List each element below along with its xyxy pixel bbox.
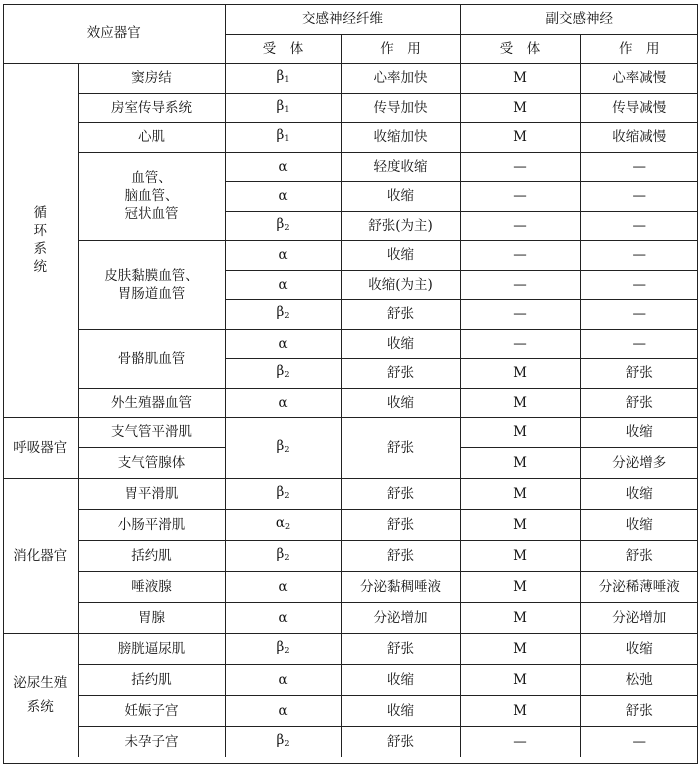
para-effect-cell: 分泌增多 — [580, 447, 698, 478]
header-parasympathetic: 副交感神经 — [460, 4, 698, 34]
para-receptor-cell: M — [460, 447, 580, 478]
para-receptor-cell: M — [460, 633, 580, 664]
table-row — [3, 726, 698, 757]
table-row — [3, 122, 698, 152]
para-receptor-cell: — — [460, 329, 580, 358]
table-row — [3, 571, 698, 602]
receptor-cell: $\beta_2$ — [225, 211, 341, 240]
para-effect-cell: 松弛 — [580, 664, 698, 695]
receptor-cell: $\beta_2$ — [225, 726, 341, 757]
receptor-cell: α — [225, 388, 341, 417]
organ-sphincter-gi: 括约肌 — [78, 540, 225, 571]
organ-vessels-skeletal: 骨骼肌血管 — [78, 329, 225, 388]
para-effect-cell: 舒张 — [580, 388, 698, 417]
effect-cell: 分泌黏稠唾液 — [341, 571, 460, 602]
para-receptor-cell: M — [460, 540, 580, 571]
para-receptor-cell: — — [460, 240, 580, 270]
organ-salivary-gland: 唾液腺 — [78, 571, 225, 602]
organ-vessels-coronary: 血管、 脑血管、 冠状血管 — [78, 152, 225, 240]
organ-myocardium: 心肌 — [78, 122, 225, 152]
receptor-cell: $\beta_1$ — [225, 122, 341, 152]
header-effector: 效应器官 — [3, 4, 225, 63]
system-digestive: 消化器官 — [3, 478, 78, 633]
para-receptor-cell: M — [460, 478, 580, 509]
receptor-cell: $\beta_1$ — [225, 93, 341, 122]
para-effect-cell: — — [580, 181, 698, 211]
para-receptor-cell: M — [460, 571, 580, 602]
receptor-cell: $\alpha_2$ — [225, 509, 341, 540]
para-receptor-cell: — — [460, 211, 580, 240]
para-effect-cell: 分泌稀薄唾液 — [580, 571, 698, 602]
para-receptor-cell: M — [460, 695, 580, 726]
effect-cell: 收缩 — [341, 664, 460, 695]
effect-cell: 心率加快 — [341, 63, 460, 93]
table-row — [3, 509, 698, 540]
para-effect-cell: — — [580, 299, 698, 329]
para-effect-cell: — — [580, 240, 698, 270]
para-receptor-cell: — — [460, 152, 580, 181]
receptor-cell: α — [225, 181, 341, 211]
para-effect-cell: 心率减慢 — [580, 63, 698, 93]
effect-cell: 舒张 — [341, 299, 460, 329]
receptor-cell: $\beta_2$ — [225, 299, 341, 329]
receptor-cell: $\beta_2$ — [225, 633, 341, 664]
effect-cell: 舒张 — [341, 478, 460, 509]
organ-detrusor: 膀胱逼尿肌 — [78, 633, 225, 664]
header-para-effect: 作 用 — [580, 34, 698, 63]
system-urogenital: 泌尿生殖 系统 — [3, 633, 78, 757]
para-effect-cell: 舒张 — [580, 358, 698, 388]
para-effect-cell: 舒张 — [580, 695, 698, 726]
table-row — [3, 695, 698, 726]
organ-bronchial-gland: 支气管腺体 — [78, 447, 225, 478]
para-receptor-cell: M — [460, 388, 580, 417]
table-row — [3, 93, 698, 122]
para-effect-cell: 收缩减慢 — [580, 122, 698, 152]
para-effect-cell: — — [580, 329, 698, 358]
effect-cell: 轻度收缩 — [341, 152, 460, 181]
table-row — [3, 240, 698, 270]
effect-cell: 收缩(为主) — [341, 270, 460, 299]
receptor-cell: $\beta_2$ — [225, 478, 341, 509]
para-receptor-cell: M — [460, 93, 580, 122]
receptor-cell: α — [225, 664, 341, 695]
organ-vessels-skin-gi: 皮肤黏膜血管、 胃肠道血管 — [78, 240, 225, 329]
para-receptor-cell: M — [460, 417, 580, 447]
para-receptor-cell: — — [460, 270, 580, 299]
organ-pregnant-uterus: 妊娠子宫 — [78, 695, 225, 726]
table-row — [3, 329, 698, 358]
receptor-cell: α — [225, 602, 341, 633]
table-row — [3, 540, 698, 571]
organ-nonpregnant-uterus: 未孕子宫 — [78, 726, 225, 757]
table-row — [3, 633, 698, 664]
effect-cell: 舒张 — [341, 358, 460, 388]
receptor-cell: α — [225, 240, 341, 270]
effect-cell: 舒张 — [341, 540, 460, 571]
effect-cell: 收缩 — [341, 695, 460, 726]
effect-cell: 收缩 — [341, 181, 460, 211]
para-receptor-cell: M — [460, 122, 580, 152]
para-effect-cell: 舒张 — [580, 540, 698, 571]
receptor-cell: $\beta_1$ — [225, 63, 341, 93]
organ-intestinal-smooth: 小肠平滑肌 — [78, 509, 225, 540]
effect-cell: 收缩加快 — [341, 122, 460, 152]
receptor-cell: α — [225, 152, 341, 181]
para-effect-cell: — — [632, 733, 646, 750]
effect-cell: 传导加快 — [341, 93, 460, 122]
para-effect-cell: — — [580, 211, 698, 240]
table-row — [3, 664, 698, 695]
para-receptor-cell: — — [460, 726, 580, 757]
table-row — [3, 417, 698, 447]
para-effect-cell: 传导减慢 — [580, 93, 698, 122]
effect-cell: 分泌增加 — [341, 602, 460, 633]
organ-sa-node: 窦房结 — [78, 63, 225, 93]
para-receptor-cell: — — [460, 181, 580, 211]
para-effect-cell: — — [580, 152, 698, 181]
table-row — [3, 602, 698, 633]
para-effect-cell: 分泌增加 — [580, 602, 698, 633]
para-effect-cell: 收缩 — [580, 633, 698, 664]
effect-cell: 舒张 — [341, 417, 460, 478]
organ-gastric-smooth: 胃平滑肌 — [78, 478, 225, 509]
effect-cell: 舒张 — [341, 726, 460, 757]
header-para-receptor: 受 体 — [460, 34, 580, 63]
table-row — [3, 63, 698, 93]
para-receptor-cell: M — [460, 509, 580, 540]
receptor-cell: $\beta_2$ — [225, 358, 341, 388]
header-sym-receptor: 受 体 — [225, 34, 341, 63]
effect-cell: 收缩 — [341, 388, 460, 417]
organ-gastric-gland: 胃腺 — [78, 602, 225, 633]
receptor-cell: α — [225, 270, 341, 299]
effect-cell: 舒张 — [341, 509, 460, 540]
receptor-effect-table — [3, 4, 698, 757]
organ-sphincter-uro: 括约肌 — [78, 664, 225, 695]
para-receptor-cell: — — [460, 299, 580, 329]
system-circulatory: 循 环 系 统 — [3, 63, 78, 417]
para-effect-cell: 收缩 — [580, 478, 698, 509]
para-effect-cell: — — [580, 270, 698, 299]
system-respiratory: 呼吸器官 — [3, 417, 78, 478]
para-receptor-cell: M — [460, 664, 580, 695]
receptor-cell: $\beta_2$ — [225, 540, 341, 571]
organ-av-conduction: 房室传导系统 — [78, 93, 225, 122]
organ-vessels-genital: 外生殖器血管 — [78, 388, 225, 417]
effect-cell: 收缩 — [341, 240, 460, 270]
table-row — [3, 388, 698, 417]
para-receptor-cell: M — [460, 358, 580, 388]
receptor-cell: $\beta_2$ — [225, 417, 341, 478]
table-row — [3, 152, 698, 181]
effect-cell: 舒张 — [341, 633, 460, 664]
receptor-cell: α — [225, 695, 341, 726]
para-receptor-cell: M — [460, 63, 580, 93]
receptor-cell: α — [225, 329, 341, 358]
receptor-cell: α — [225, 571, 341, 602]
header-sympathetic: 交感神经纤维 — [225, 4, 460, 34]
para-effect-cell: 收缩 — [580, 509, 698, 540]
header-sym-effect: 作 用 — [341, 34, 460, 63]
table-row — [3, 478, 698, 509]
organ-bronchial-smooth: 支气管平滑肌 — [78, 417, 225, 447]
effect-cell: 收缩 — [341, 329, 460, 358]
para-receptor-cell: M — [460, 602, 580, 633]
para-effect-cell: 收缩 — [580, 417, 698, 447]
effect-cell: 舒张(为主) — [341, 211, 460, 240]
